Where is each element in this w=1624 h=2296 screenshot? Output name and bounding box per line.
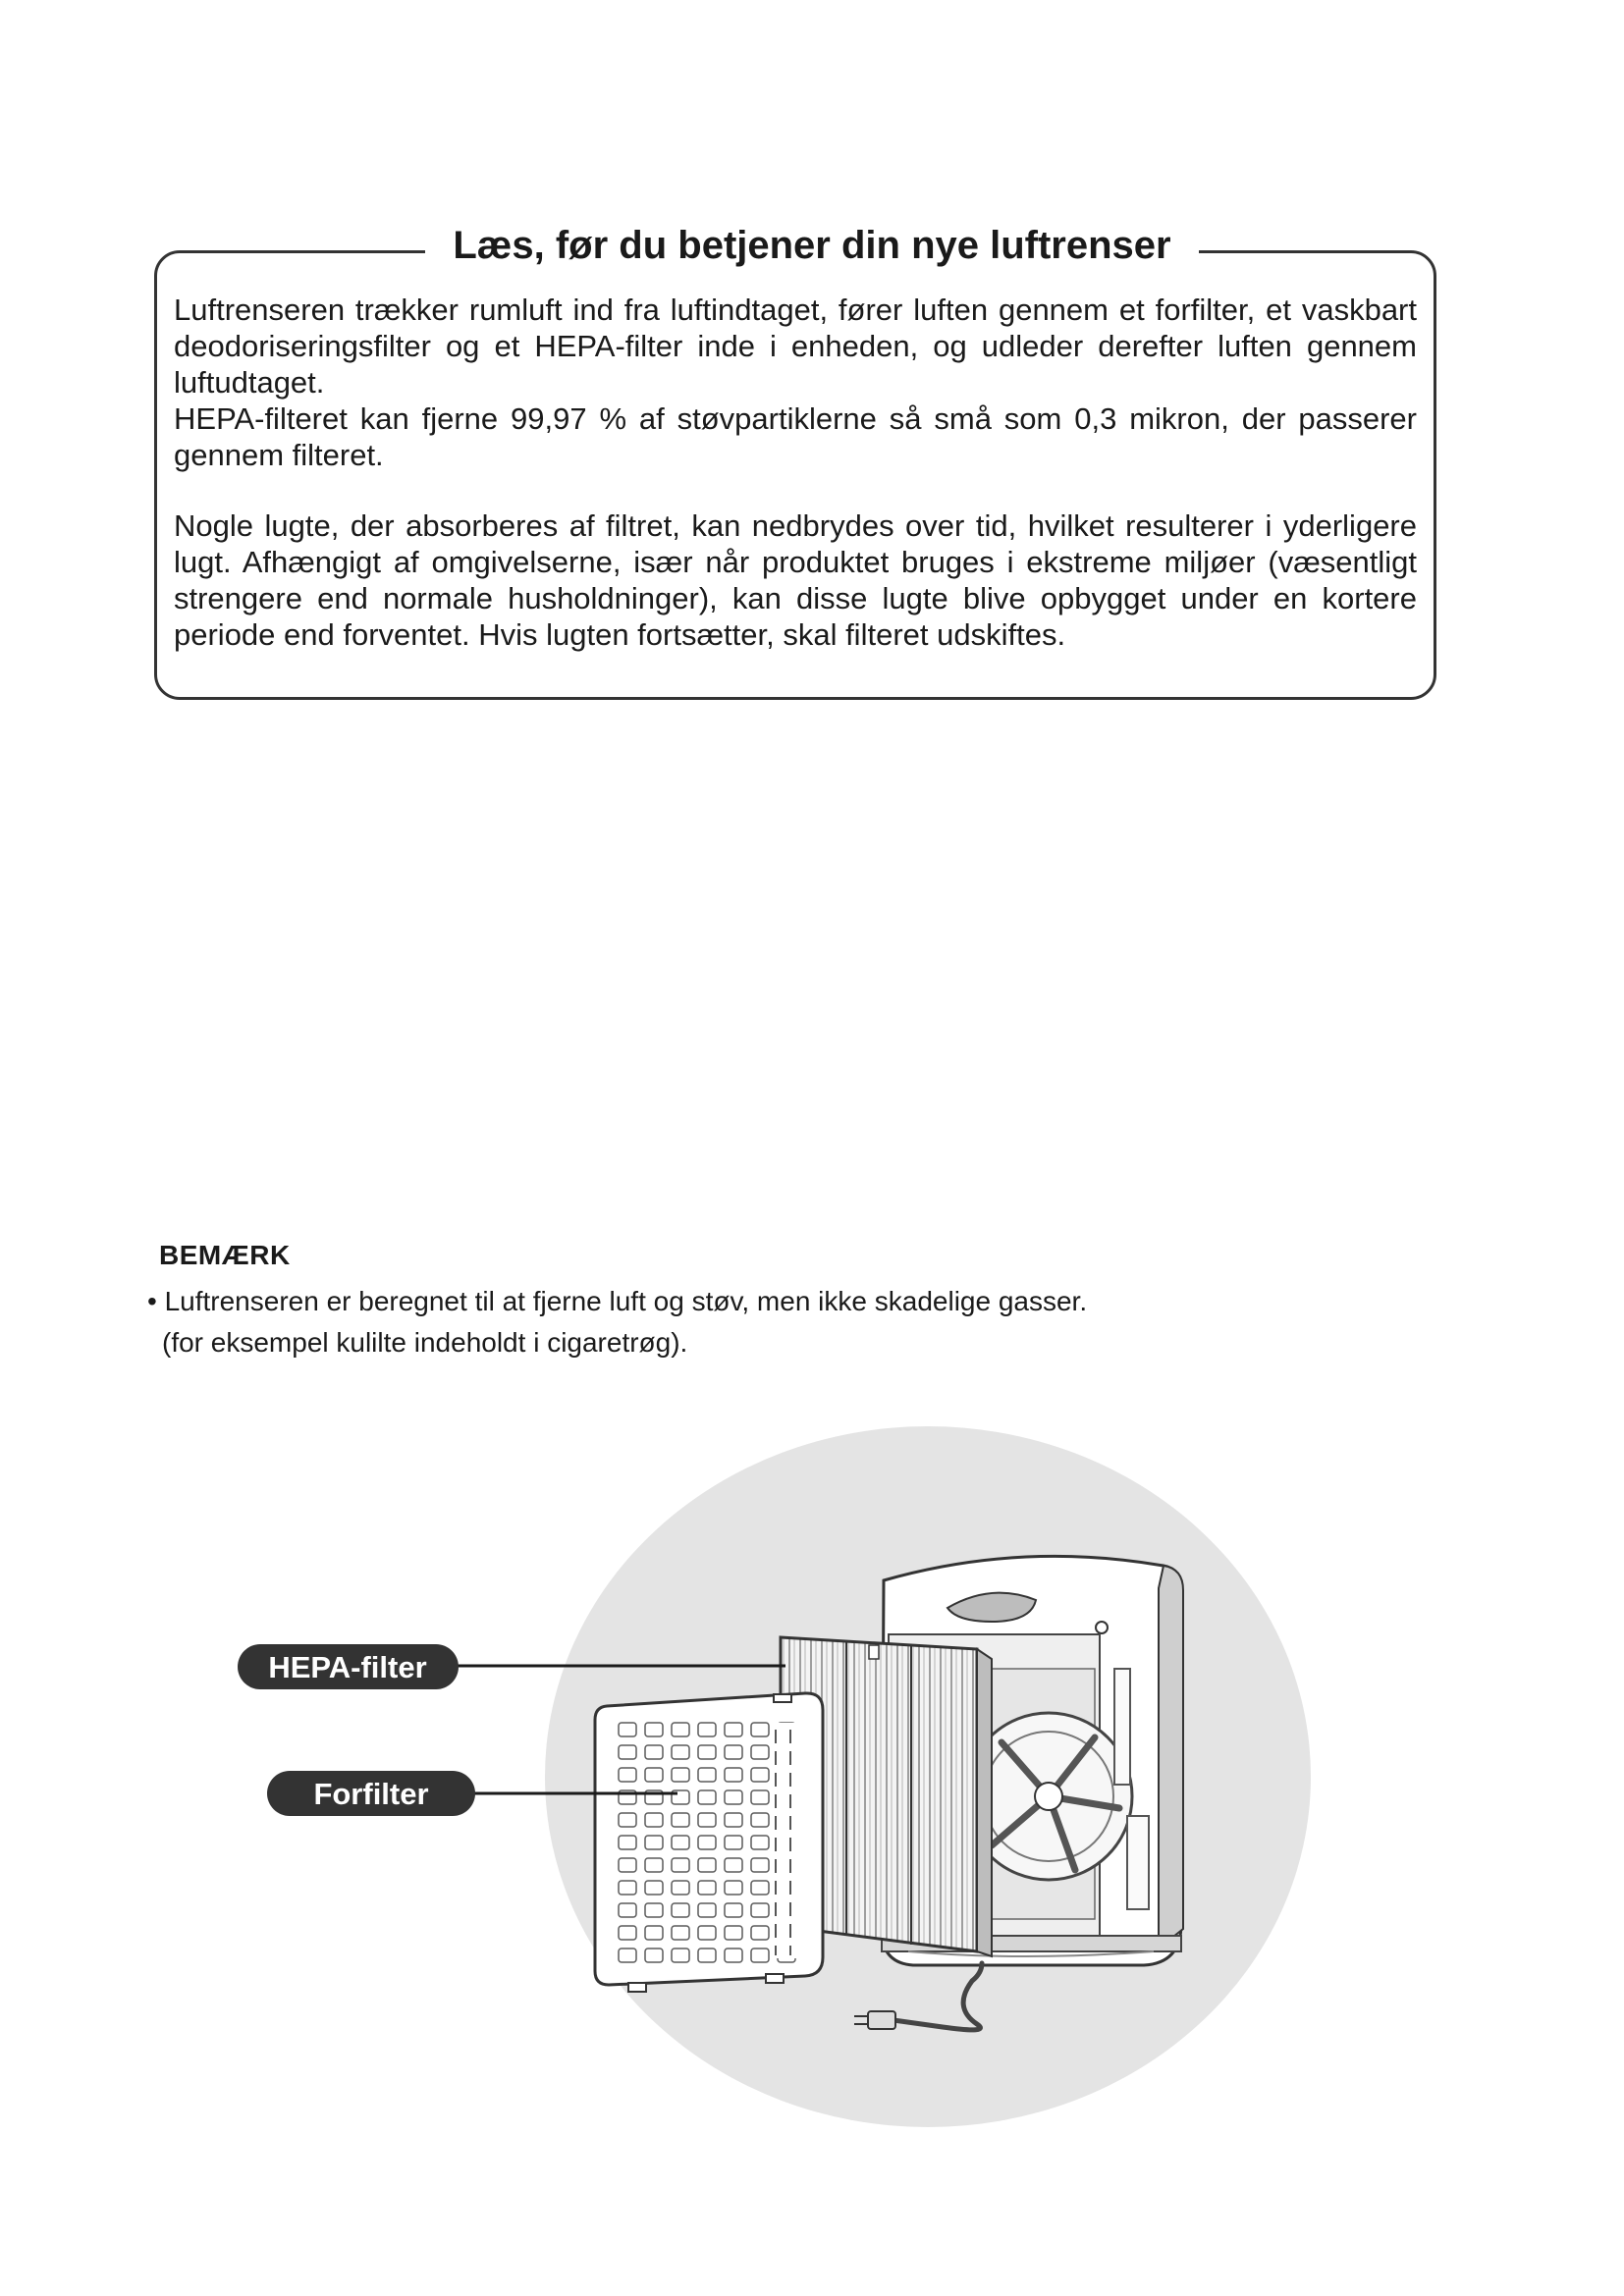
notice-paragraph-2: HEPA-filteret kan fjerne 99,97 % af støvpartiklerne så små som 0,3 mikron, der passerer gennem filteret. bbox=[174, 401, 1417, 472]
hepa-label-text: HEPA-filter bbox=[268, 1650, 427, 1684]
note-heading: BEMÆRK bbox=[159, 1240, 291, 1270]
notice-paragraph-1: Luftrenseren trækker rumluft ind fra luftindtaget, fører luften gennem et forfilter, et vaskbart deodoriseringsfilter og et HEPA-filter inde i enheden, og udleder derefter luften gennem luftudtaget. bbox=[174, 293, 1417, 400]
note-line-2: (for eksempel kulilte indeholdt i cigaretrøg). bbox=[162, 1327, 688, 1358]
prefilter-part bbox=[595, 1693, 823, 1992]
notice-title-wrap bbox=[0, 216, 1624, 275]
notice-body bbox=[174, 292, 1417, 653]
notice-paragraph-3: Nogle lugte, der absorberes af filtret, kan nedbrydes over tid, hvilket resulterer i yderligere lugt. Afhængigt af omgivelserne, især når produktet bruges i ekstreme miljøer (væsentligt strengere end normale husholdninger), kan disse lugte blive opbygget under en kortere periode end forventet. Hvis lugten fortsætter, skal filteret udskiftes. bbox=[174, 508, 1417, 652]
paragraph-gap bbox=[174, 473, 1417, 507]
air-purifier-illustration bbox=[0, 1414, 1624, 2140]
note-line-1: • Luftrenseren er beregnet til at fjerne luft og støv, men ikke skadelige gasser. bbox=[147, 1286, 1088, 1316]
prefilter-label-text: Forfilter bbox=[313, 1777, 429, 1811]
notice-title: Læs, før du betjener din nye luftrenser bbox=[425, 224, 1198, 267]
